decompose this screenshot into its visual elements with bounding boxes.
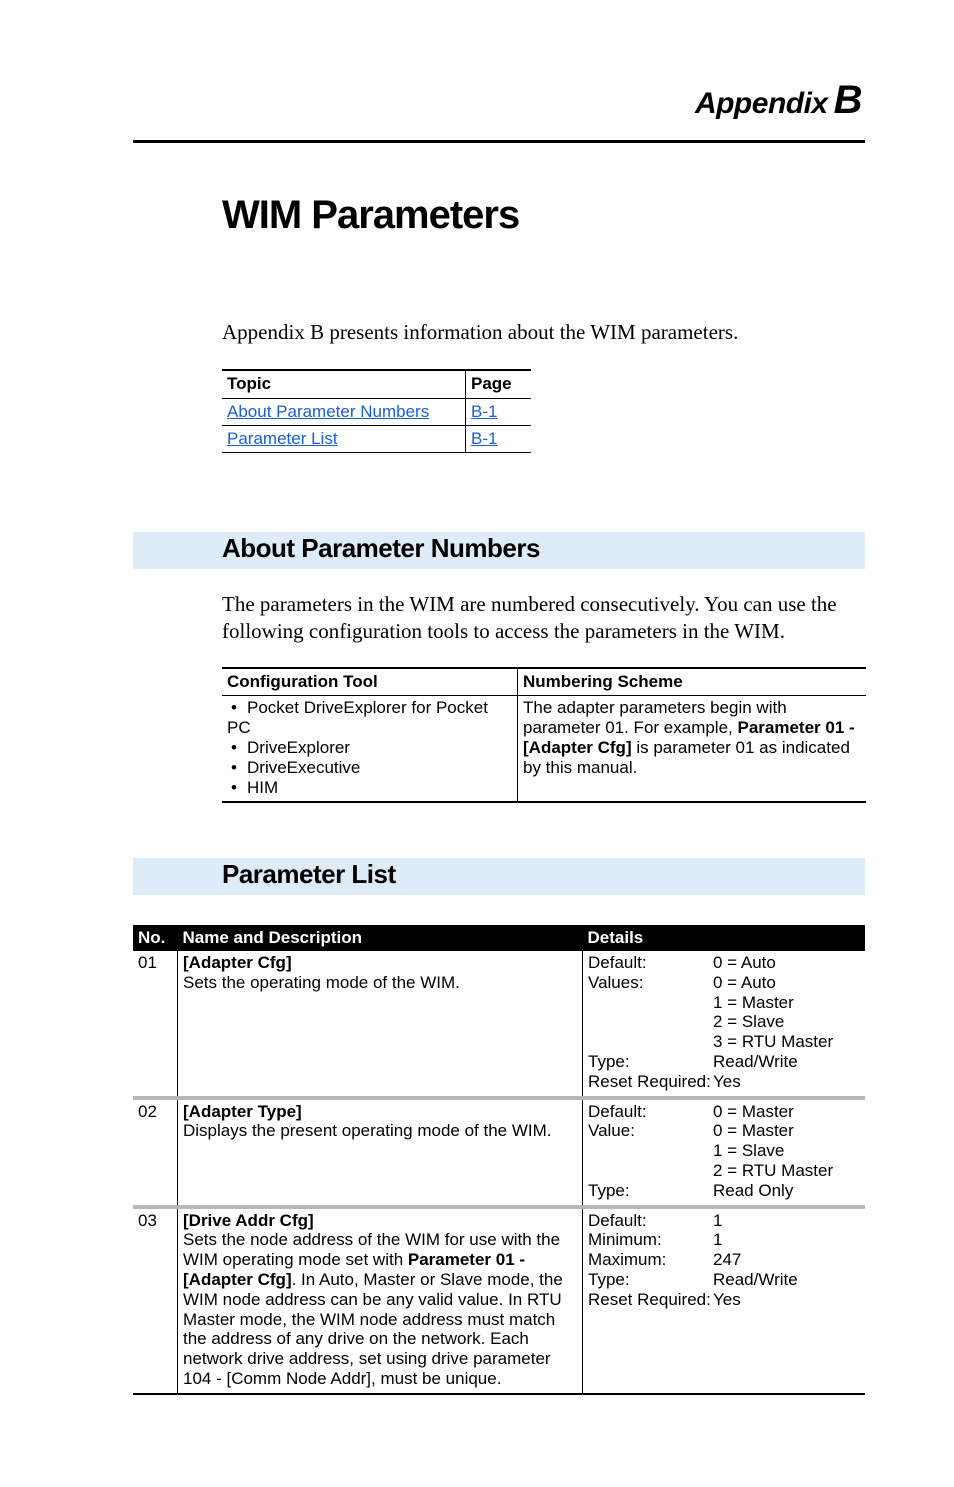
list-item: • Pocket DriveExplorer for Pocket PC bbox=[227, 698, 512, 738]
link-parameter-list[interactable]: Parameter List bbox=[227, 428, 338, 448]
param-description: Sets the operating mode of the WIM. bbox=[183, 972, 460, 992]
section-title-about: About Parameter Numbers bbox=[222, 533, 540, 563]
topic-row bbox=[222, 399, 531, 426]
param-details: Default: 0 = Auto Values: 0 = Auto 1 = Master 2 = Slave 3 = RTU Master Type: Read/Write Reset Required: Yes bbox=[588, 953, 834, 1091]
details-header: Details bbox=[583, 925, 866, 951]
section-title-parameter-list: Parameter List bbox=[222, 859, 396, 889]
numbering-scheme-text: The adapter parameters begin with parameter 01. For example, Parameter 01 - [Adapter Cfg] is parameter 01 as indicated by this manual. bbox=[518, 696, 867, 803]
param-name: [Adapter Type] bbox=[183, 1101, 302, 1121]
link-page-about-parameter-numbers[interactable]: B-1 bbox=[471, 401, 498, 421]
link-about-parameter-numbers[interactable]: About Parameter Numbers bbox=[227, 401, 430, 421]
configuration-tool-table bbox=[222, 667, 866, 803]
table-row bbox=[133, 1098, 865, 1207]
about-body-line: The parameters in the WIM are numbered consecutively. You can use the bbox=[222, 592, 837, 616]
intro-text: Appendix B presents information about the WIM parameters. bbox=[222, 320, 739, 344]
param-details: Default: 1 Minimum: 1 Maximum: 247 Type: Read/Write Reset Required: Yes bbox=[588, 1210, 798, 1309]
list-item: • DriveExecutive bbox=[227, 758, 512, 778]
param-description: Displays the present operating mode of the WIM. bbox=[183, 1121, 552, 1141]
topic-row bbox=[222, 426, 531, 453]
table-row bbox=[133, 951, 865, 1098]
list-item: • HIM bbox=[227, 778, 512, 798]
param-number: 01 bbox=[133, 951, 178, 1098]
about-body-text bbox=[222, 591, 867, 645]
no-header: No. bbox=[133, 925, 178, 951]
param-name: [Adapter Cfg] bbox=[183, 953, 292, 972]
config-tool-header: Configuration Tool bbox=[222, 668, 518, 696]
page-title: WIM Parameters bbox=[222, 193, 520, 237]
page-header: Page bbox=[466, 370, 532, 399]
param-name: [Drive Addr Cfg] bbox=[183, 1210, 314, 1230]
param-number: 02 bbox=[133, 1098, 178, 1207]
topic-table bbox=[222, 369, 531, 453]
param-number: 03 bbox=[133, 1207, 178, 1394]
table-row bbox=[133, 1207, 865, 1394]
param-description: Sets the node address of the WIM for use with the WIM operating mode set with Parameter 01 - [Adapter Cfg]. In Auto, Master or Slave mode, the WIM node address can be any valid value. In RTU Master mode, the WIM node address must match the address of any drive on the network. Each network drive address, set using drive parameter 104 - [Comm Node Addr], must be unique. bbox=[183, 1230, 563, 1388]
name-header: Name and Description bbox=[178, 925, 583, 951]
param-details: Default: 0 = Master Value: 0 = Master 1 = Slave 2 = RTU Master Type: Read Only bbox=[588, 1101, 834, 1200]
topic-header: Topic bbox=[222, 370, 466, 399]
parameter-table bbox=[133, 925, 865, 1395]
topic-table-header bbox=[222, 370, 531, 399]
appendix-letter: B bbox=[833, 78, 862, 122]
list-item: • DriveExplorer bbox=[227, 738, 512, 758]
link-page-parameter-list[interactable]: B-1 bbox=[471, 428, 498, 448]
appendix-heading bbox=[695, 78, 862, 123]
numbering-scheme-header: Numbering Scheme bbox=[518, 668, 867, 696]
appendix-label: Appendix bbox=[694, 87, 828, 120]
header-rule bbox=[133, 140, 865, 143]
about-body-line: following configuration tools to access the parameters in the WIM. bbox=[222, 619, 785, 643]
tool-list bbox=[227, 698, 512, 798]
